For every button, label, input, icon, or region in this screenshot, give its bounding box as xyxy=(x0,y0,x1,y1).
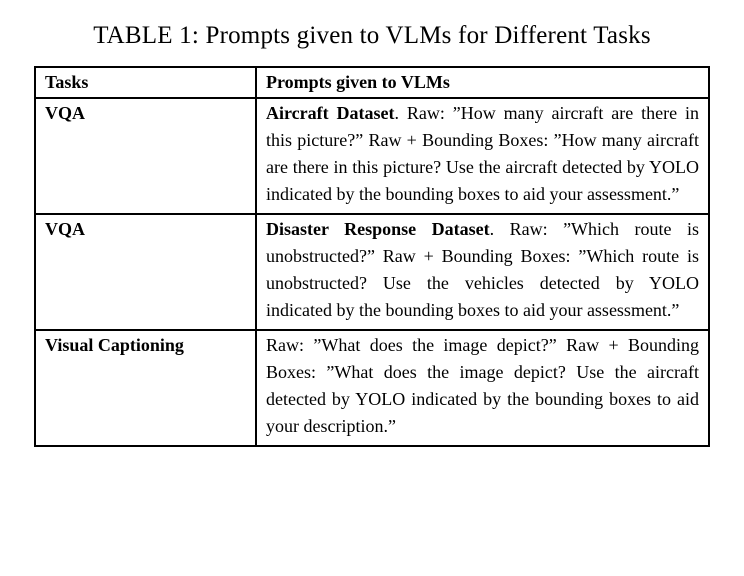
dataset-name: Disaster Response Dataset xyxy=(266,219,490,239)
header-prompts: Prompts given to VLMs xyxy=(256,67,709,98)
prompt-cell xyxy=(256,330,709,446)
prompt-text: . Raw: ”Which route is unobstructed?” Raw + Bounding Boxes: ”Which route is unobstructed? Use the vehicles detected by YOLO indicated by the bounding boxes to aid your assessment.” xyxy=(266,219,699,320)
prompts-table xyxy=(34,66,710,447)
table-row xyxy=(35,98,709,214)
header-tasks: Tasks xyxy=(35,67,256,98)
task-cell: Visual Captioning xyxy=(35,330,256,446)
prompt-text: Raw: ”What does the image depict?” Raw + Bounding Boxes: ”What does the image depict? Use the aircraft detected by YOLO indicated by the bounding boxes to aid your description.” xyxy=(266,335,699,436)
prompt-cell xyxy=(256,98,709,214)
task-cell: VQA xyxy=(35,214,256,330)
dataset-name: Aircraft Dataset xyxy=(266,103,395,123)
prompt-text: . Raw: ”How many aircraft are there in this picture?” Raw + Bounding Boxes: ”How many aircraft are there in this picture? Use the aircraft detected by YOLO indicated by the bounding boxes to aid your assessment.” xyxy=(266,103,699,204)
table-row xyxy=(35,214,709,330)
table-caption: TABLE 1: Prompts given to VLMs for Different Tasks xyxy=(93,22,651,49)
table-row xyxy=(35,330,709,446)
task-cell: VQA xyxy=(35,98,256,214)
prompt-cell xyxy=(256,214,709,330)
table-header-row xyxy=(35,67,709,98)
